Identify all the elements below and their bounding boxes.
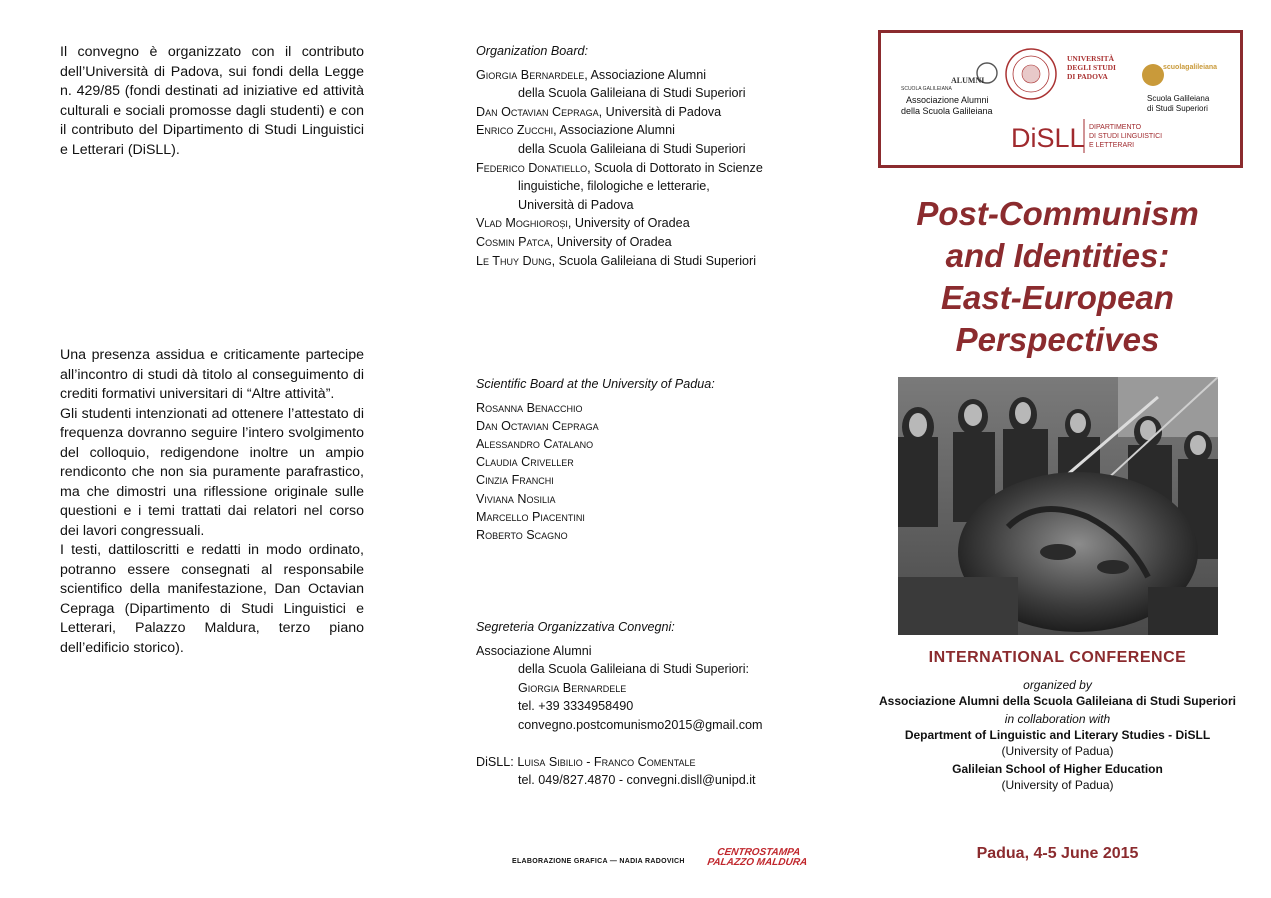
disll-mark: DiSLL	[1011, 123, 1085, 153]
organization-board-heading: Organization Board:	[476, 44, 589, 58]
collaboration-label: in collaboration with	[1004, 712, 1111, 726]
member-name: Cosmin Patca	[476, 234, 550, 249]
organization-board	[476, 42, 856, 270]
conference-date: Padua, 4-5 June 2015	[976, 845, 1139, 862]
disll-text-2: DI STUDI LINGUISTICI	[1089, 133, 1163, 140]
organization-board-member	[476, 214, 856, 233]
printer-logo-line1: CENTROSTAMPA	[716, 847, 801, 858]
organization-board-member	[476, 233, 856, 252]
scientific-board-member: Roberto Scagno	[476, 528, 568, 543]
alumni-caption-1: Associazione Alumni	[906, 95, 989, 105]
credits-paragraph: Una presenza assidua e criticamente partecipe all’incontro di studi dà titolo al conseguimento di crediti formativi universitari di “Altre attività”.	[60, 347, 364, 402]
submission-paragraph: I testi, dattiloscritti e redatti in modo ordinato, potranno essere consegnati al responsabile scientifico della manifestazione, Dan Octavian Cepraga (Dipartimento di Studi Linguistici e Letterari, Palazzo Maldura, terzo piano dell’edificio storico).	[60, 542, 364, 656]
partner-1: Department of Linguistic and Literary Studies - DiSLL	[904, 728, 1211, 742]
funding-note	[60, 43, 364, 160]
unipd-text-1: UNIVERSITÀ	[1067, 54, 1115, 63]
member-affiliation-cont: della Scuola Galileiana di Studi Superiori	[518, 86, 746, 101]
alumni-caption-2: della Scuola Galileiana	[901, 106, 993, 116]
member-affiliation: , Scuola di Dottorato in Scienze	[587, 160, 763, 175]
secretariat-disll-label: DiSLL:	[476, 754, 514, 769]
graphic-credit: ELABORAZIONE GRAFICA — NADIA RADOVICH	[512, 858, 685, 865]
title-line-3: East-European	[941, 279, 1174, 316]
member-name: Federico Donatiello	[476, 160, 588, 175]
organized-by-label: organized by	[1023, 678, 1092, 692]
disll-logo	[1011, 119, 1162, 153]
secretariat-assoc-email: convegno.postcomunismo2015@gmail.com	[518, 717, 763, 732]
credits-note	[60, 346, 364, 658]
historical-photo	[898, 377, 1218, 635]
partner-1-sub: (University of Padua)	[1001, 744, 1114, 758]
member-affiliation: , Associazione Alumni	[584, 67, 707, 82]
member-affiliation: , Associazione Alumni	[553, 123, 675, 138]
partner-2: Galileian School of Higher Education	[952, 762, 1163, 776]
member-affiliation-cont: della Scuola Galileiana di Studi Superiori	[518, 141, 746, 156]
unipd-logo	[1006, 49, 1116, 99]
secretariat-assoc-tel: tel. +39 3334958490	[518, 699, 634, 714]
scientific-board-member: Claudia Criveller	[476, 455, 574, 470]
title-line-1: Post-Communism	[916, 195, 1199, 232]
member-name: Giorgia Bernardele	[476, 67, 585, 82]
member-name: Enrico Zucchi	[476, 123, 554, 138]
unipd-text-2: DEGLI STUDI	[1067, 63, 1116, 72]
organization-board-member	[476, 121, 856, 158]
scientific-board-member: Cinzia Franchi	[476, 473, 554, 488]
member-name: Dan Octavian Cepraga	[476, 104, 599, 119]
member-affiliation-cont: Università di Padova	[518, 197, 634, 212]
title-line-2: and Identities:	[945, 237, 1170, 274]
organization-board-member	[476, 252, 856, 271]
alumni-mark-text: ALUMNI	[951, 76, 985, 85]
member-affiliation: , University of Oradea	[567, 216, 690, 231]
funding-paragraph: Il convegno è organizzato con il contributo dell’Università di Padova, sui fondi della Legge n. 429/85 (fondi destinati ad iniziative ed attività culturali e sociali promosse dagli studenti) e con il contributo del Dipartimento di Studi Linguistici e Letterari (DiSLL).	[60, 44, 364, 158]
conference-title	[878, 193, 1237, 361]
scientific-board-member: Alessandro Catalano	[476, 437, 594, 451]
galileiana-mark: scuolagalileiana	[1163, 64, 1218, 71]
organization-board-member	[476, 159, 856, 215]
title-line-4: Perspectives	[955, 321, 1160, 358]
secretariat-heading: Segreteria Organizzativa Convegni:	[476, 620, 675, 634]
partner-2-sub: (University of Padua)	[1001, 778, 1114, 792]
scientific-board-member: Marcello Piacentini	[476, 509, 585, 524]
secretariat-disll-contact: tel. 049/827.4870 - convegni.disll@unipd.it	[518, 773, 756, 788]
secretariat-assoc-line2: della Scuola Galileiana di Studi Superiori:	[518, 662, 750, 677]
scientific-board-heading: Scientific Board at the University of Padua:	[476, 377, 715, 391]
scientific-board-member: Rosanna Benacchio	[476, 400, 583, 415]
galileiana-logo	[1142, 64, 1217, 113]
galileiana-caption-1: Scuola Galileiana	[1147, 94, 1210, 103]
scientific-board-list	[476, 399, 856, 545]
secretariat-disll-names: Luisa Sibilio - Franco Comentale	[517, 754, 696, 769]
galileiana-caption-2: di Studi Superiori	[1147, 104, 1208, 113]
scientific-board	[476, 375, 856, 544]
organization-board-member	[476, 103, 856, 122]
member-affiliation: , University of Oradea	[549, 234, 672, 249]
scientific-board-member: Viviana Nosilia	[476, 491, 556, 506]
logos-graphic	[881, 33, 1240, 165]
organizer-name: Associazione Alumni della Scuola Galileiana di Studi Superiori	[879, 694, 1236, 708]
disll-text-1: DIPARTIMENTO	[1089, 124, 1142, 131]
member-affiliation-cont: linguistiche, filologiche e letterarie,	[518, 179, 710, 194]
member-affiliation: , Scuola Galileiana di Studi Superiori	[551, 253, 756, 268]
member-affiliation: , Università di Padova	[598, 104, 722, 119]
secretariat	[476, 618, 856, 790]
attendance-paragraph: Gli studenti intenzionati ad ottenere l’attestato di frequenza dovranno seguire l’intero svolgimento del colloquio, redigendone inoltre un ampio rendiconto che non sia puramente parafrastico, ma che dimostri una riflessione originale sulle questioni e i temi trattati dai relatori nel corso dei lavori congressuali.	[60, 405, 364, 539]
secretariat-assoc-name: Giorgia Bernardele	[518, 680, 627, 695]
member-name: Le Thuy Dung	[476, 253, 552, 268]
organization-board-member	[476, 66, 856, 103]
organization-board-list	[476, 66, 856, 271]
secretariat-assoc-line1: Associazione Alumni	[476, 643, 592, 658]
printer-logo-line2: PALAZZO MALDURA	[706, 857, 808, 868]
galileiana-emblem-icon	[1142, 64, 1164, 86]
conference-label: INTERNATIONAL CONFERENCE	[928, 649, 1187, 666]
unipd-text-3: DI PADOVA	[1067, 72, 1108, 81]
logo-panel	[878, 30, 1243, 168]
disll-text-3: E LETTERARI	[1089, 142, 1135, 149]
alumni-logo	[901, 63, 997, 116]
organizers-block	[878, 677, 1237, 793]
printer-logo	[707, 848, 810, 868]
secretariat-disll-row	[476, 753, 856, 772]
alumni-mark-sub: SCUOLA GALILEIANA	[901, 86, 952, 92]
scientific-board-member: Dan Octavian Cepraga	[476, 418, 599, 433]
member-name: Vlad Moghioroși	[476, 216, 568, 231]
